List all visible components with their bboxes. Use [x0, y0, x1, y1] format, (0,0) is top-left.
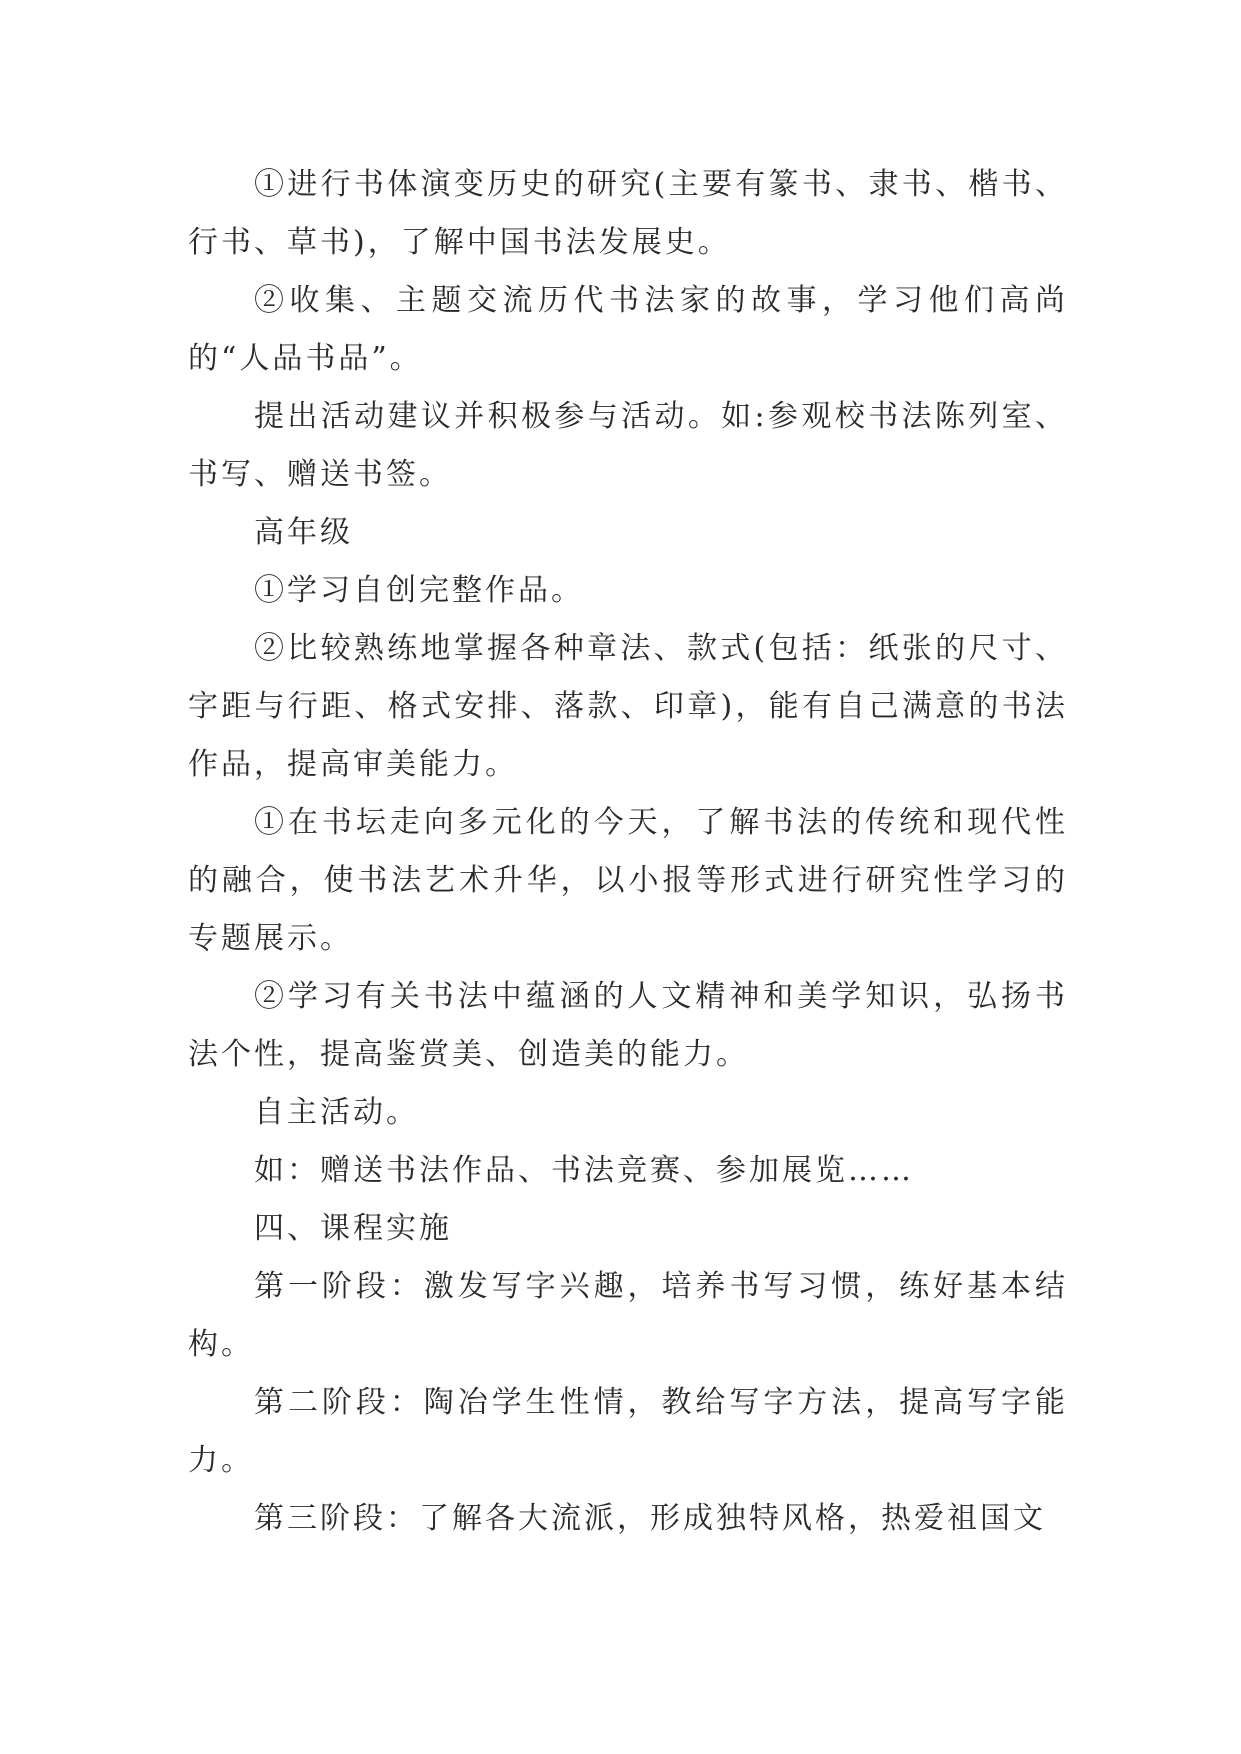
section-heading-senior-grade: 高年级	[254, 515, 353, 550]
paragraph-1: ①进行书体演变历史的研究(主要有篆书、隶书、楷书、行书、草书)，了解中国书法发展史。	[188, 167, 1068, 260]
paragraph-9: 自主活动。	[254, 1095, 419, 1130]
paragraph-5: ①学习自创完整作品。	[254, 573, 584, 608]
paragraph-14: 第三阶段：了解各大流派，形成独特风格，热爱祖国文	[254, 1501, 1046, 1536]
paragraph-8: ②学习有关书法中蕴涵的人文精神和美学知识，弘扬书法个性，提高鉴赏美、创造美的能力。	[188, 979, 1068, 1072]
paragraph-12: 第一阶段：激发写字兴趣，培养书写习惯，练好基本结构。	[188, 1269, 1068, 1362]
paragraph-6: ②比较熟练地掌握各种章法、款式(包括：纸张的尺寸、字距与行距、格式安排、落款、印章)，能有自己满意的书法作品，提高审美能力。	[188, 631, 1068, 782]
paragraph-2: ②收集、主题交流历代书法家的故事，学习他们高尚的“人品书品”。	[188, 283, 1068, 376]
section-heading-course-implementation: 四、课程实施	[254, 1211, 452, 1246]
document-body	[188, 156, 1068, 1548]
paragraph-13: 第二阶段：陶冶学生性情，教给写字方法，提高写字能力。	[188, 1385, 1068, 1478]
paragraph-3: 提出活动建议并积极参与活动。如:参观校书法陈列室、书写、赠送书签。	[188, 399, 1068, 492]
paragraph-7: ①在书坛走向多元化的今天，了解书法的传统和现代性的融合，使书法艺术升华，以小报等形式进行研究性学习的专题展示。	[188, 805, 1068, 956]
paragraph-10: 如：赠送书法作品、书法竞赛、参加展览……	[254, 1153, 914, 1188]
